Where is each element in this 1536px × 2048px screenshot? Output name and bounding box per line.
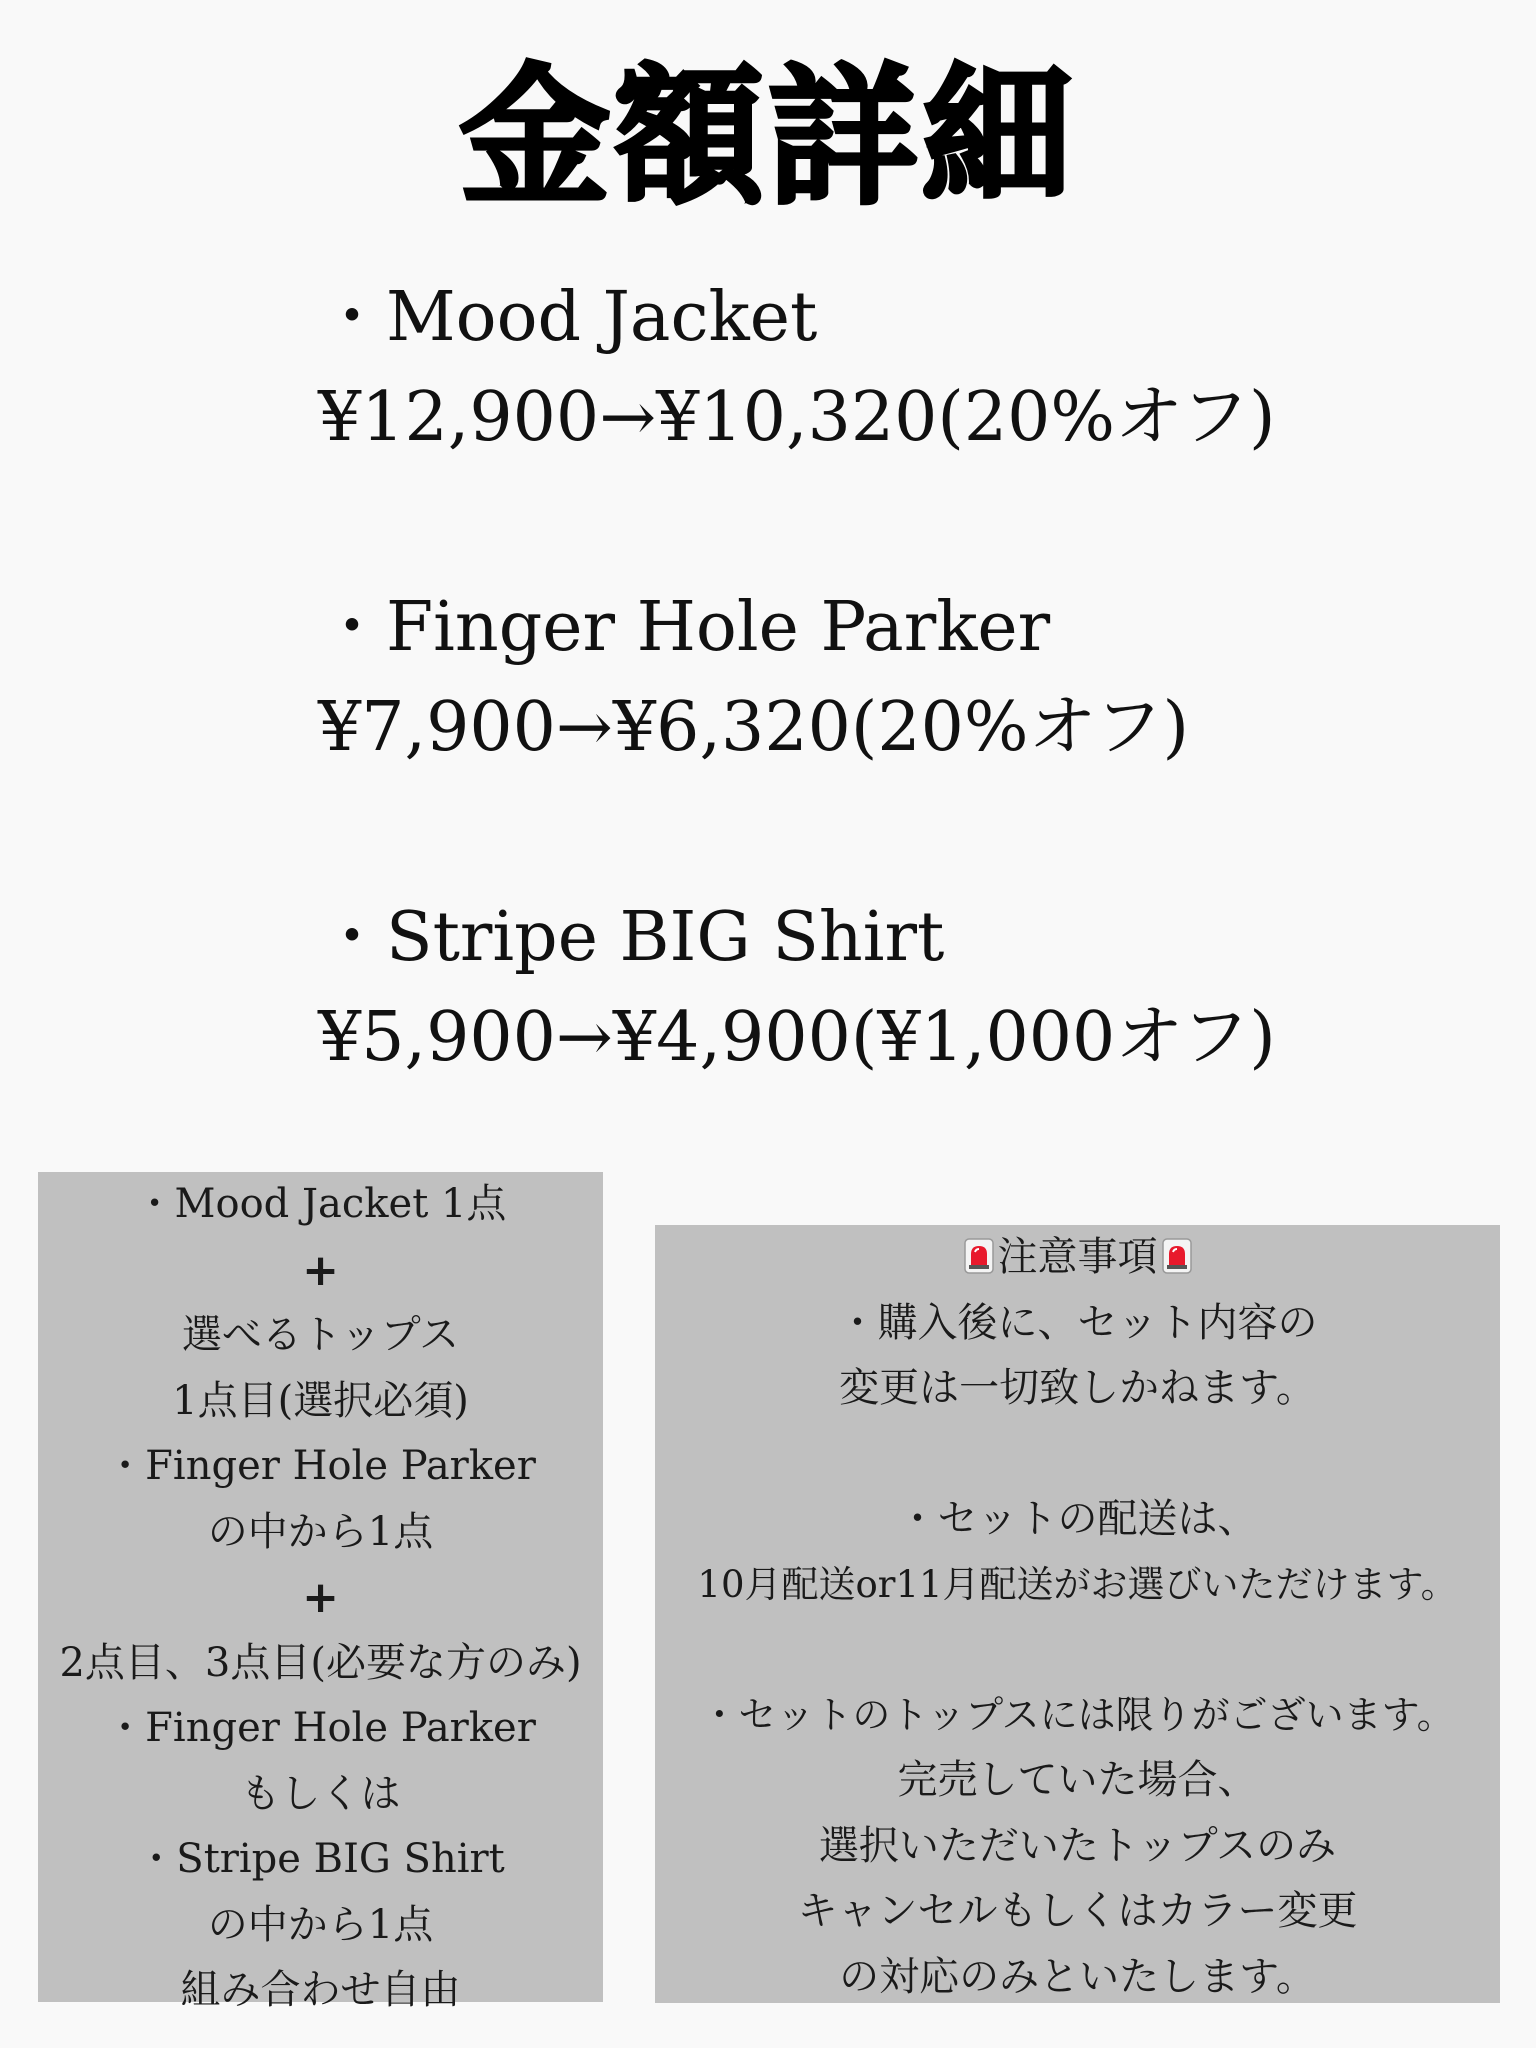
notice-line: 完売していた場合、 — [897, 1757, 1258, 1803]
notice-line: キャンセルもしくはカラー変更 — [797, 1888, 1358, 1934]
product-mood-jacket — [318, 268, 1498, 468]
notice-line: 10月配送or11月配送がお選びいただけます。 — [697, 1563, 1458, 1606]
product-price: ¥7,900→¥6,320(20%オフ) — [318, 688, 1190, 767]
product-name: ・Mood Jacket — [318, 278, 818, 357]
set-line: ・Stripe BIG Shirt — [136, 1836, 505, 1882]
set-line: 2点目、3点目(必要な方のみ) — [59, 1639, 582, 1686]
notice-heading — [655, 1225, 1500, 1291]
notice-heading-text: 注意事項 — [997, 1234, 1158, 1280]
set-line: 1点目(選択必須) — [172, 1377, 469, 1424]
notice-line: ・セットのトップスには限りがございます。 — [700, 1692, 1455, 1737]
notice-spacer — [655, 1618, 1500, 1683]
set-line: 選べるトップス — [181, 1312, 460, 1358]
plus-sign: + — [302, 1244, 339, 1296]
alarm-light-icon — [964, 1238, 994, 1274]
notice-line: ・購入後に、セット内容の — [837, 1299, 1318, 1346]
notice-line: の対応のみといたします。 — [839, 1953, 1316, 2000]
plus-sign: + — [302, 1572, 339, 1623]
notice-box — [655, 1225, 1500, 2003]
notice-line: ・セットの配送は、 — [897, 1495, 1258, 1542]
set-line: の中から1点 — [207, 1508, 434, 1555]
set-contents-box — [38, 1172, 603, 2013]
set-line: ・Mood Jacket 1点 — [134, 1181, 507, 1227]
set-line: もしくは — [240, 1770, 401, 1817]
notice-line: 選択いただいたトップスのみ — [818, 1822, 1337, 1869]
set-line: 組み合わせ自由 — [180, 1967, 461, 2013]
alarm-light-icon — [1162, 1238, 1192, 1274]
notice-line: 変更は一切致しかねます。 — [839, 1365, 1316, 1411]
product-name: ・Stripe BIG Shirt — [318, 898, 945, 977]
set-line: ・Finger Hole Parker — [105, 1705, 536, 1751]
product-price: ¥5,900→¥4,900(¥1,000オフ) — [318, 998, 1276, 1077]
set-line: ・Finger Hole Parker — [105, 1443, 536, 1489]
product-stripe-big-shirt — [318, 888, 1498, 1088]
product-name: ・Finger Hole Parker — [318, 588, 1051, 667]
notice-spacer — [655, 1422, 1500, 1487]
page-title: 金額詳細 — [459, 51, 1076, 225]
set-line: の中から1点 — [207, 1901, 434, 1948]
product-price: ¥12,900→¥10,320(20%オフ) — [318, 378, 1276, 457]
product-finger-hole-parker — [318, 578, 1498, 778]
